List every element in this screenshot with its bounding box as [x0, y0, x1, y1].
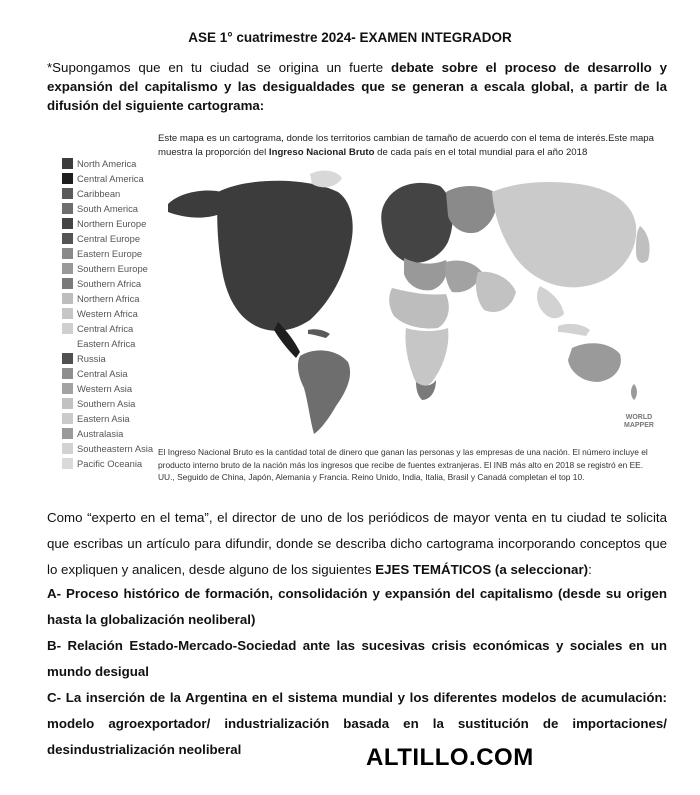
legend-item: [62, 321, 154, 336]
legend-label: Eastern Asia: [77, 413, 130, 424]
exam-title: ASE 1° cuatrimestre 2024- EXAMEN INTEGRADOR: [188, 30, 512, 45]
legend-item: [62, 456, 154, 471]
map-region-alaska: [168, 191, 222, 218]
legend-item: [62, 306, 154, 321]
legend-swatch: [62, 218, 73, 229]
legend-label: Western Africa: [77, 308, 138, 319]
legend-item: [62, 336, 154, 351]
instruction-bold: EJES TEMÁTICOS (a seleccionar): [375, 562, 589, 577]
legend-label: South America: [77, 203, 138, 214]
legend-item: [62, 246, 154, 261]
legend-label: Southern Europe: [77, 263, 148, 274]
axis-b: B- Relación Estado-Mercado-Sociedad ante las sucesivas crisis económicas y sociales en un mundo desigual: [47, 638, 667, 679]
map-region-south-america: [298, 350, 350, 434]
legend-item: [62, 276, 154, 291]
map-region-western-europe: [381, 183, 452, 263]
map-region-indonesia: [558, 324, 590, 336]
worldmapper-logo: WORLD MAPPER: [624, 414, 654, 429]
legend-swatch: [62, 233, 73, 244]
legend-label: Russia: [77, 353, 106, 364]
instruction-text: Como “experto en el tema”, el director de uno de los periódicos de mayor venta en tu ciudad te solicita que escribas un artículo para difundir, donde se describa dicho cartograma incorporando conceptos que lo expliquen y analicen, desde alguno de los siguientes: [47, 510, 667, 577]
map-region-greenland: [310, 171, 342, 188]
map-legend: [62, 156, 154, 471]
legend-label: Central America: [77, 173, 144, 184]
map-region-new-zealand: [631, 384, 637, 400]
legend-label: Central Africa: [77, 323, 134, 334]
legend-swatch: [62, 323, 73, 334]
legend-label: Southeastern Asia: [77, 443, 154, 454]
axis-c: C- La inserción de la Argentina en el sistema mundial y los diferentes modelos de acumulación: modelo agroexportador/ industrialización basada en la sustitución de importaciones/ desindustrialización neoliberal: [47, 690, 667, 757]
figure-note: El Ingreso Nacional Bruto es la cantidad total de dinero que ganan las personas y las empresas de una nación. El número incluye el producto interno bruto de la nación más los ingresos que recibe de fuentes extranjeras. El INB más alto en 2018 se registró en EE. UU., Seguido de China, Japón, Alemania y Francia. Reino Unido, India, Italia, Brasil y Canadá completan el top 10.: [158, 447, 648, 482]
legend-swatch: [62, 293, 73, 304]
legend-label: North America: [77, 158, 137, 169]
legend-swatch: [62, 308, 73, 319]
legend-label: Eastern Europe: [77, 248, 143, 259]
instruction-paragraph: [47, 505, 667, 583]
legend-swatch: [62, 398, 73, 409]
legend-label: Northern Africa: [77, 293, 140, 304]
legend-item: [62, 216, 154, 231]
legend-swatch: [62, 278, 73, 289]
legend-label: Australasia: [77, 428, 124, 439]
legend-swatch: [62, 203, 73, 214]
legend-item: [62, 156, 154, 171]
legend-label: Southern Africa: [77, 278, 142, 289]
legend-swatch: [62, 368, 73, 379]
legend-label: Caribbean: [77, 188, 121, 199]
legend-label: Central Asia: [77, 368, 128, 379]
intro-lead: *Supongamos que en tu ciudad se origina un fuerte: [47, 60, 391, 75]
legend-swatch: [62, 458, 73, 469]
legend-label: Central Europe: [77, 233, 141, 244]
legend-swatch: [62, 173, 73, 184]
legend-swatch: [62, 263, 73, 274]
legend-swatch: [62, 443, 73, 454]
intro-paragraph: [47, 58, 667, 115]
legend-item: [62, 366, 154, 381]
map-region-japan: [636, 226, 650, 263]
legend-item: [62, 186, 154, 201]
legend-item: [62, 396, 154, 411]
caption-line-2: muestra la proporción del Ingreso Nacional Bruto de cada país en el total mundial para el año 2018: [158, 147, 588, 158]
legend-swatch: [62, 248, 73, 259]
axis-a: A- Proceso histórico de formación, consolidación y expansión del capitalismo (desde su origen hasta la globalización neoliberal): [47, 586, 667, 627]
legend-label: Western Asia: [77, 383, 133, 394]
cartogram-map: [160, 162, 662, 438]
map-region-russia: [446, 186, 496, 233]
caption-line-1: Este mapa es un cartograma, donde los territorios cambian de tamaño de acuerdo con el tema de interés.Este mapa: [158, 133, 654, 144]
instruction-tail: :: [588, 562, 592, 577]
legend-item: [62, 201, 154, 216]
legend-swatch: [62, 428, 73, 439]
legend-swatch: [62, 338, 73, 349]
legend-item: [62, 351, 154, 366]
legend-label: Northern Europe: [77, 218, 147, 229]
legend-item: [62, 441, 154, 456]
legend-item: [62, 411, 154, 426]
intro-bold: debate sobre el proceso de desarrollo y expansión del capitalismo y las desigualdades que se generan a escala global, a partir de la difusión del siguiente cartograma:: [47, 60, 667, 113]
legend-label: Southern Asia: [77, 398, 136, 409]
legend-swatch: [62, 353, 73, 364]
altillo-brand: ALTILLO.COM: [366, 744, 534, 771]
legend-label: Eastern Africa: [77, 338, 136, 349]
legend-swatch: [62, 158, 73, 169]
legend-item: [62, 381, 154, 396]
map-region-caribbean: [308, 329, 330, 338]
map-region-southern-asia: [476, 272, 516, 312]
legend-swatch: [62, 383, 73, 394]
legend-item: [62, 426, 154, 441]
figure-caption: [158, 132, 658, 160]
map-region-eastern-asia: [492, 182, 636, 287]
legend-item: [62, 231, 154, 246]
legend-label: Pacific Oceania: [77, 458, 143, 469]
cartogram-figure: [62, 126, 668, 492]
legend-item: [62, 291, 154, 306]
map-region-northern-africa: [389, 288, 449, 329]
map-region-central-europe: [404, 258, 447, 290]
map-region-africa: [405, 328, 448, 387]
map-region-australia: [568, 343, 621, 382]
map-region-north-america: [217, 181, 352, 331]
legend-swatch: [62, 413, 73, 424]
legend-item: [62, 171, 154, 186]
map-region-southeast-asia: [537, 286, 564, 318]
legend-item: [62, 261, 154, 276]
legend-swatch: [62, 188, 73, 199]
